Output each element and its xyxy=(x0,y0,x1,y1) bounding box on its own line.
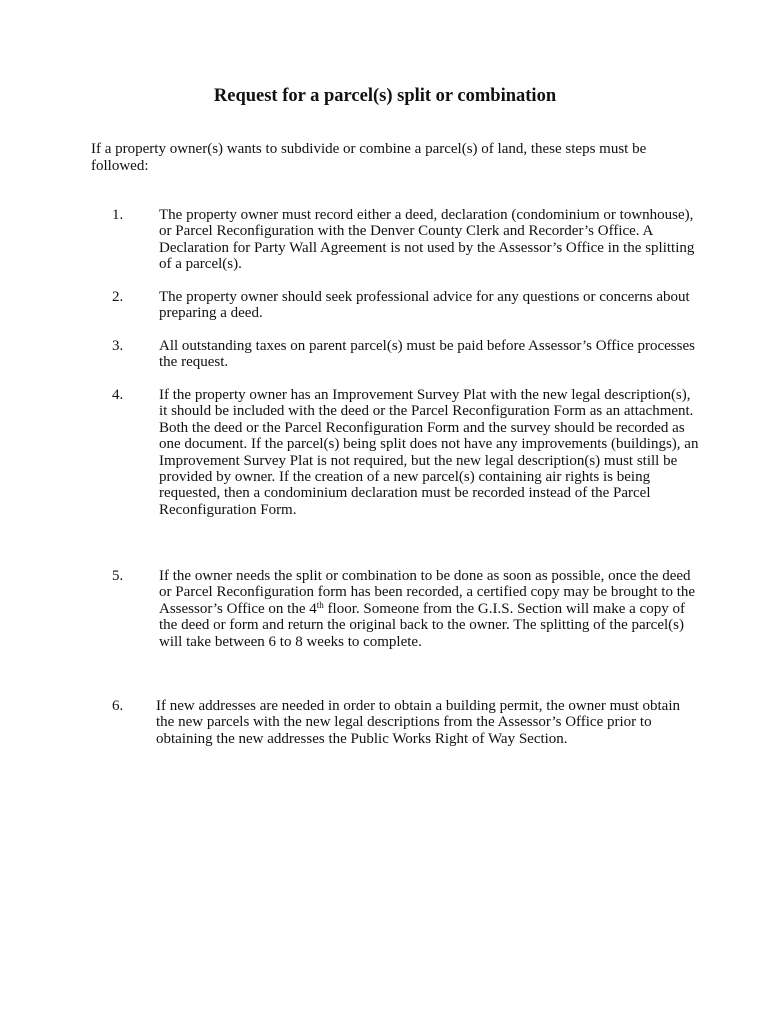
list-item-text xyxy=(159,568,699,650)
list-item-text: The property owner should seek professional advice for any questions or concerns about preparing a deed. xyxy=(159,289,690,322)
list-item-text: All outstanding taxes on parent parcel(s) must be paid before Assessor’s Office processes the request. xyxy=(159,338,695,371)
ordinal-superscript: th xyxy=(316,599,324,610)
list-item-text-part: floor. Someone from the G.I.S. Section will make a copy of the deed or form and return the original back to the owner. The splitting of the parcel(s) will take between 6 to 8 weeks to complete. xyxy=(159,600,685,650)
list-item-text: If new addresses are needed in order to obtain a building permit, the owner must obtain the new parcels with the new legal descriptions from the Assessor’s Office prior to obtaining the new addresses the Public Works Right of Way Section. xyxy=(156,698,681,747)
intro-paragraph: If a property owner(s) wants to subdivide or combine a parcel(s) of land, these steps must be followed: xyxy=(91,141,647,174)
page-title: Request for a parcel(s) split or combination xyxy=(213,86,557,106)
list-item-number: 3. xyxy=(112,338,124,354)
list-item-text: The property owner must record either a deed, declaration (condominium or townhouse), or Parcel Reconfiguration with the Denver County Clerk and Recorder’s Office. A Declaration for Party Wall Agreement is not used by the Assessor’s Office in the splitting of a parcel(s). xyxy=(159,207,695,273)
list-item-number: 2. xyxy=(112,289,124,305)
list-item-number: 6. xyxy=(112,698,124,714)
list-item-number: 4. xyxy=(112,387,124,403)
list-item-number: 1. xyxy=(112,207,124,223)
list-item-text: If the property owner has an Improvement Survey Plat with the new legal description(s), it should be included with the deed or the Parcel Reconfiguration Form as an attachment. Both the deed or the Parcel Reconfiguration Form and the survey should be recorded as one document. If the parcel(s) being split does not have any improvements (buildings), an Improvement Survey Plat is not required, but the new legal description(s) must still be provided by owner. If the creation of a new parcel(s) containing air rights is being requested, then a condominium declaration must be recorded instead of the Parcel Reconfiguration Form. xyxy=(159,387,699,518)
list-item-number: 5. xyxy=(112,568,124,584)
list-item-text-part: If the owner needs the split or combination to be done as soon as possible, once the deed or Parcel Reconfiguration form has been recorded, a certified copy may be brought to the Assessor’s Office on the 4 xyxy=(159,568,696,617)
